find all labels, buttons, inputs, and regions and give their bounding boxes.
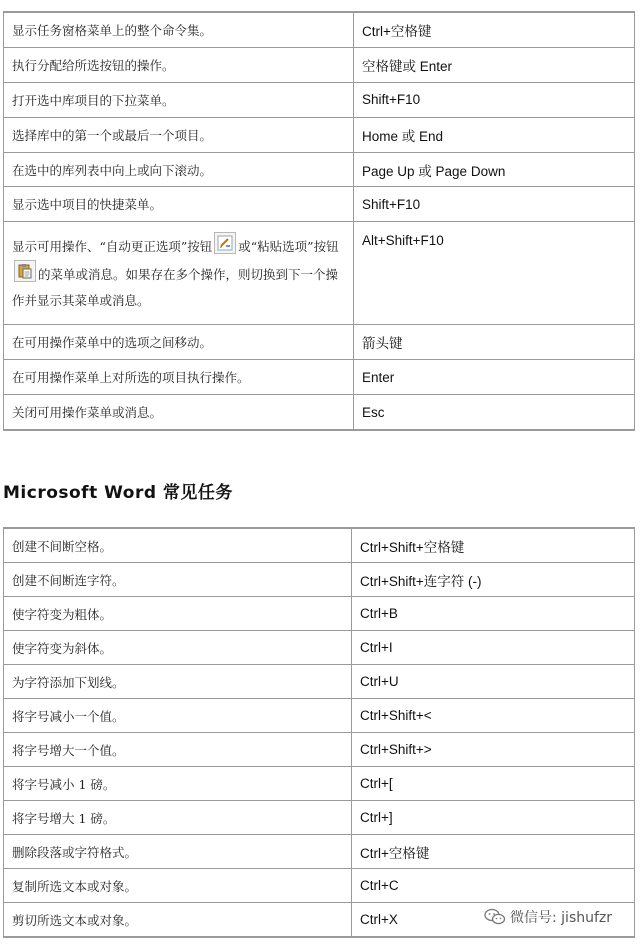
table-row — [4, 801, 635, 835]
row-description: 将字号增大一个值。 — [4, 733, 352, 767]
table-row — [4, 528, 635, 563]
row-description: 关闭可用操作菜单或消息。 — [4, 395, 354, 430]
table-row — [4, 869, 635, 903]
row-shortcut: Shift+F10 — [354, 82, 635, 117]
table-row — [4, 563, 635, 597]
row-description: 复制所选文本或对象。 — [4, 869, 352, 903]
row-description: 执行分配给所选按钮的操作。 — [4, 47, 354, 82]
row-description: 打开选中库项目的下拉菜单。 — [4, 82, 354, 117]
row-description: 将字号减小一个值。 — [4, 699, 352, 733]
desc-part-2: 或“粘贴选项”按钮 — [238, 239, 339, 255]
row-shortcut: Ctrl+] — [352, 801, 635, 835]
table-row — [4, 767, 635, 801]
table-row — [4, 733, 635, 767]
row-shortcut: Ctrl+Shift+< — [352, 699, 635, 733]
row-description: 将字号减小 1 磅。 — [4, 767, 352, 801]
wechat-icon — [484, 910, 510, 926]
row-description: 创建不间断连字符。 — [4, 563, 352, 597]
row-description: 显示任务窗格菜单上的整个命令集。 — [4, 12, 354, 47]
table-row — [4, 325, 635, 360]
row-description: 显示选中项目的快捷菜单。 — [4, 187, 354, 222]
row-description: 选择库中的第一个或最后一个项目。 — [4, 117, 354, 152]
table-row — [4, 187, 635, 222]
table-row — [4, 152, 635, 187]
table-row — [4, 835, 635, 869]
row-description: 使字符变为粗体。 — [4, 597, 352, 631]
row-shortcut: Shift+F10 — [354, 187, 635, 222]
table-row — [4, 631, 635, 665]
table-row — [4, 665, 635, 699]
table-row — [4, 597, 635, 631]
table-row — [4, 360, 635, 395]
row-description: 在可用操作菜单中的选项之间移动。 — [4, 325, 354, 360]
row-shortcut: Page Up 或 Page Down — [354, 152, 635, 187]
row-shortcut: 空格键或 Enter — [354, 47, 635, 82]
shortcut-table-common-tasks — [3, 527, 635, 938]
row-description: 将字号增大 1 磅。 — [4, 801, 352, 835]
row-shortcut: Ctrl+Shift+连字符 (-) — [352, 563, 635, 597]
table-row — [4, 395, 635, 430]
section-heading: Microsoft Word 常见任务 — [3, 483, 233, 503]
row-shortcut: Ctrl+C — [352, 869, 635, 903]
row-shortcut: Ctrl+空格键 — [354, 12, 635, 47]
row-description: 删除段落或字符格式。 — [4, 835, 352, 869]
paste-options-icon — [14, 260, 36, 282]
row-shortcut: Alt+Shift+F10 — [354, 222, 635, 325]
row-shortcut: Ctrl+U — [352, 665, 635, 699]
row-shortcut: Ctrl+[ — [352, 767, 635, 801]
table-row — [4, 699, 635, 733]
row-shortcut: Home 或 End — [354, 117, 635, 152]
row-shortcut: Ctrl+B — [352, 597, 635, 631]
table-row — [4, 47, 635, 82]
watermark — [484, 907, 612, 927]
row-description: 创建不间断空格。 — [4, 528, 352, 563]
row-shortcut: Ctrl+Shift+> — [352, 733, 635, 767]
table-row — [4, 82, 635, 117]
row-shortcut: Ctrl+Shift+空格键 — [352, 528, 635, 563]
row-shortcut: Esc — [354, 395, 635, 430]
table-row — [4, 12, 635, 47]
row-shortcut: Ctrl+I — [352, 631, 635, 665]
row-description: 使字符变为斜体。 — [4, 631, 352, 665]
row-description: 剪切所选文本或对象。 — [4, 903, 352, 938]
row-description: 为字符添加下划线。 — [4, 665, 352, 699]
table-row-available-actions — [4, 222, 635, 325]
table-row — [4, 117, 635, 152]
row-shortcut: 箭头键 — [354, 325, 635, 360]
row-description: 在选中的库列表中向上或向下滚动。 — [4, 152, 354, 187]
row-description — [4, 222, 354, 325]
autocorrect-options-icon — [214, 232, 236, 254]
row-shortcut: Enter — [354, 360, 635, 395]
desc-part-1: 显示可用操作、“自动更正选项”按钮 — [12, 239, 213, 255]
row-description: 在可用操作菜单上对所选的项目执行操作。 — [4, 360, 354, 395]
shortcut-table-taskpane — [3, 11, 635, 431]
row-shortcut: Ctrl+X — [352, 903, 635, 938]
row-shortcut: Ctrl+空格键 — [352, 835, 635, 869]
watermark-text: 微信号: jishufzr — [510, 910, 613, 926]
desc-part-3: 的菜单或消息。如果存在多个操作，则切换到下一个操作并显示其菜单或消息。 — [12, 267, 339, 309]
